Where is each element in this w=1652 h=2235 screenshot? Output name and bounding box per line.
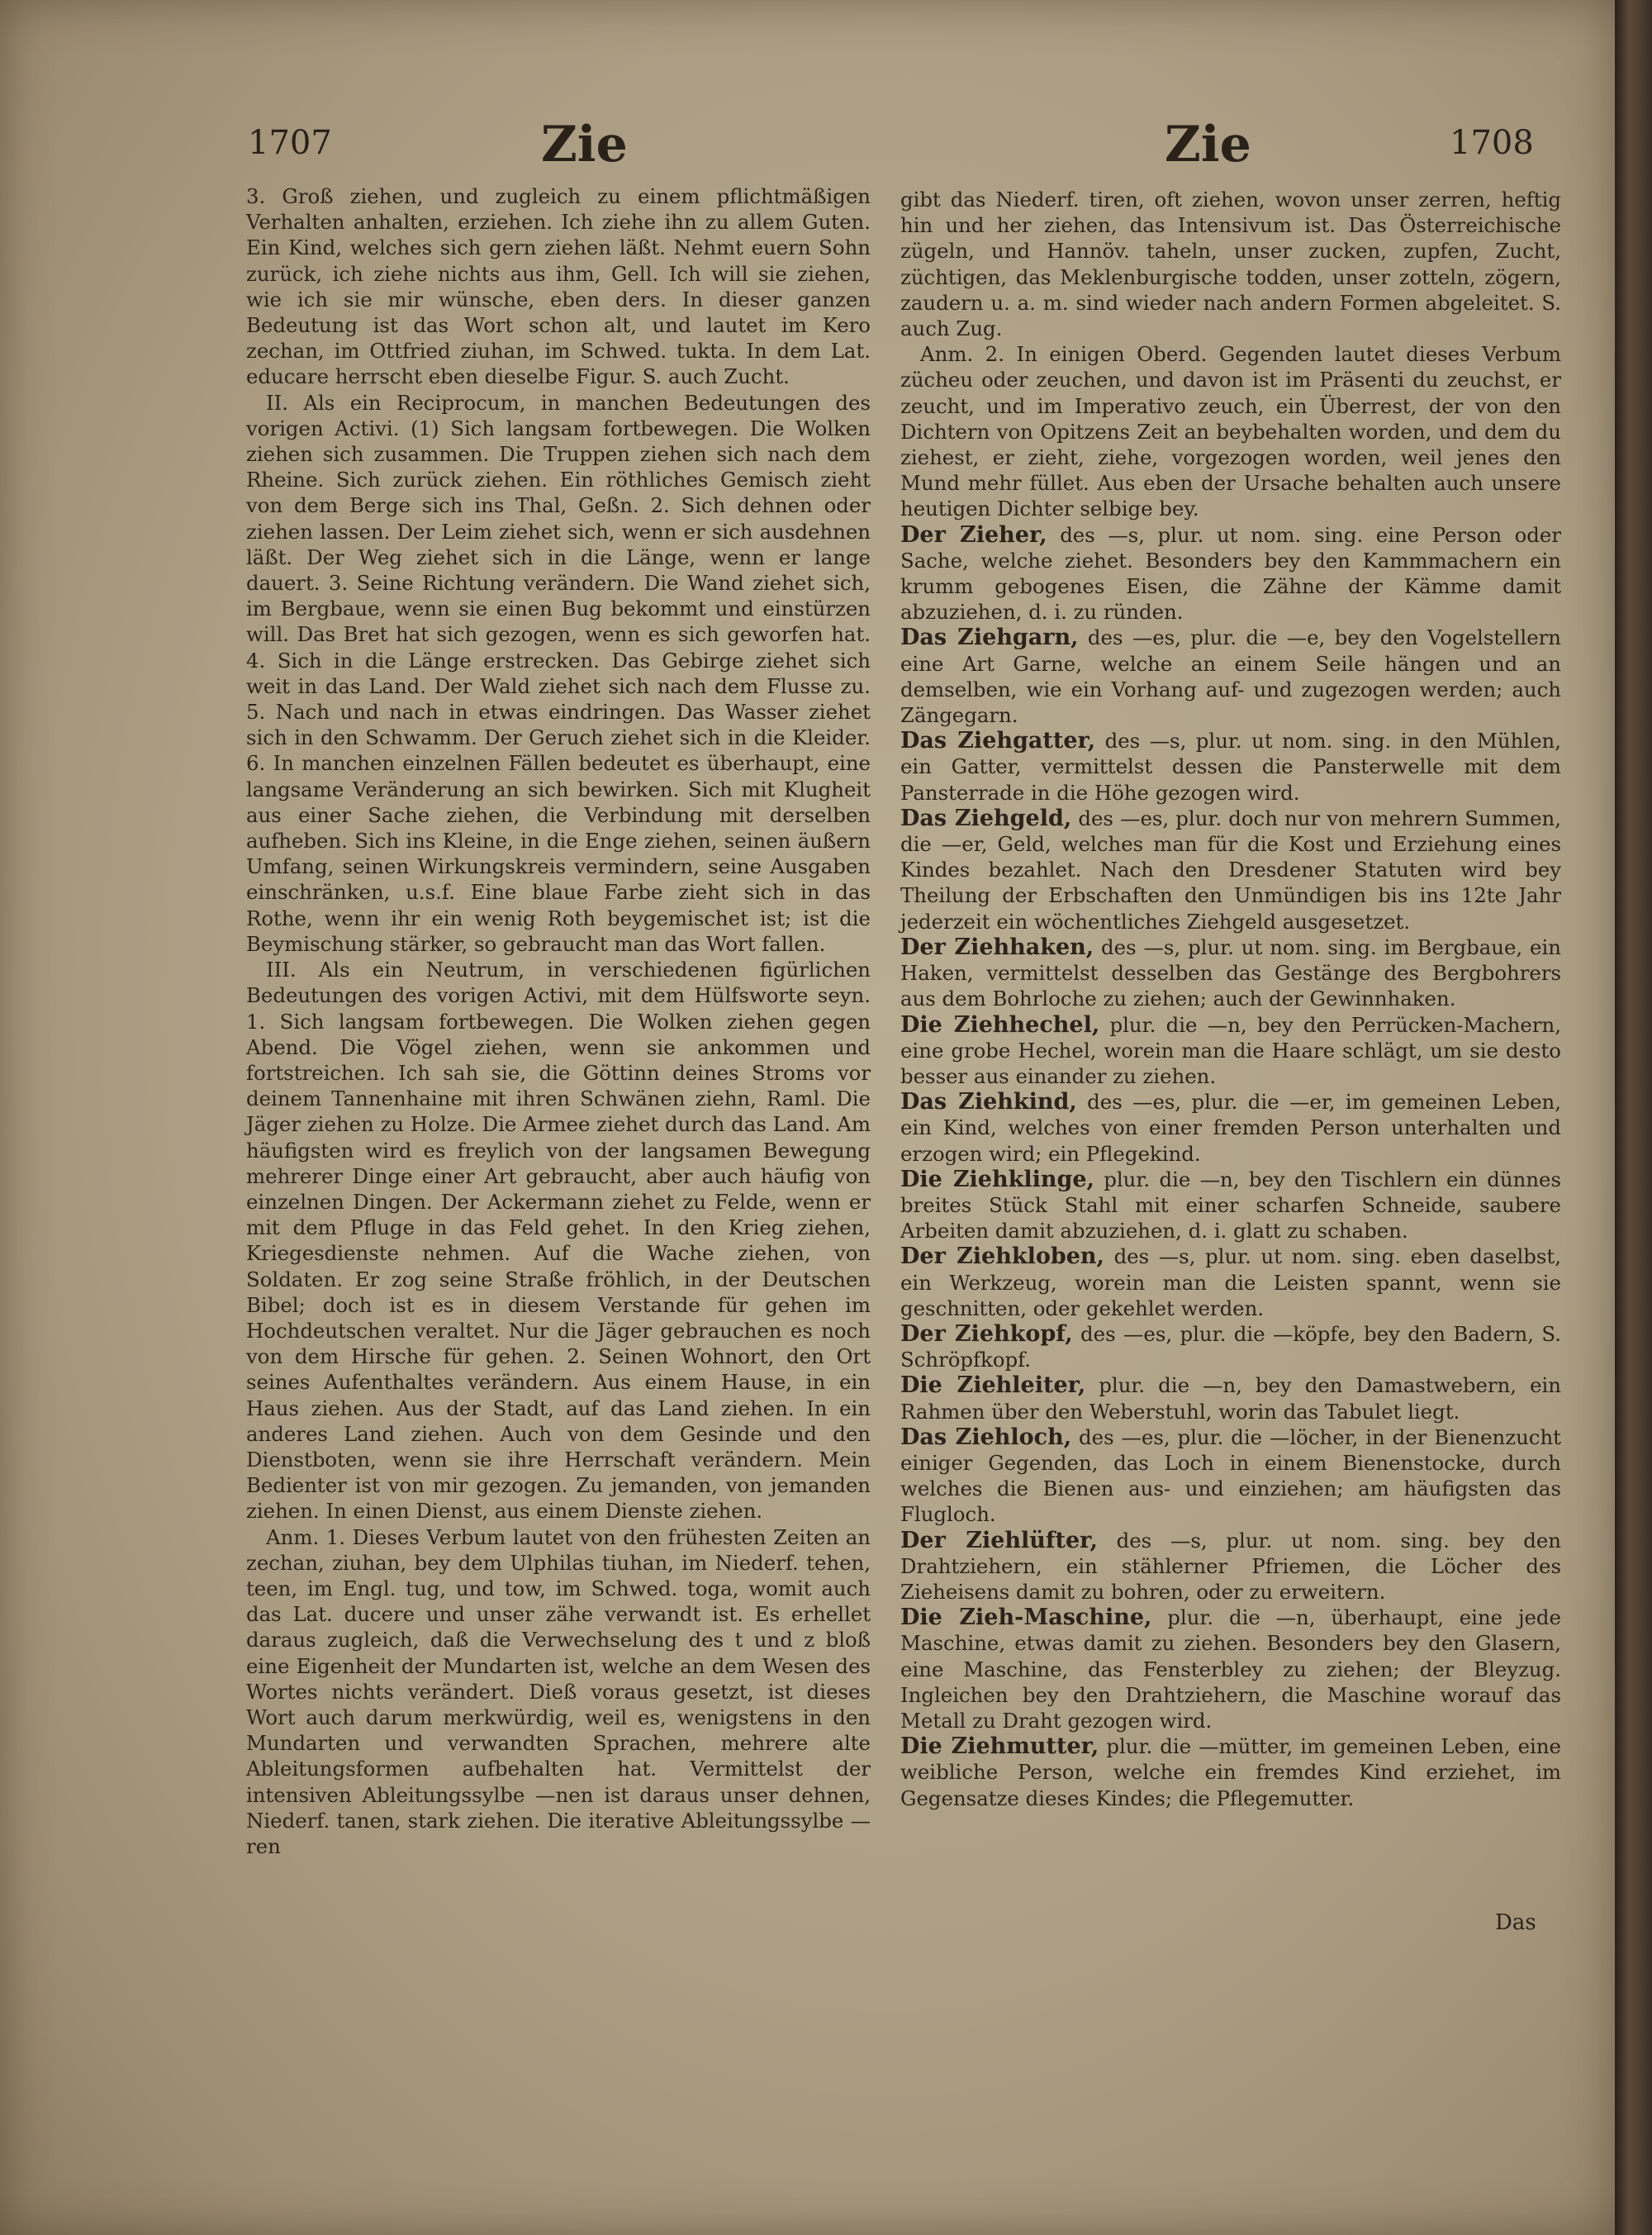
dictionary-entry bbox=[900, 1424, 1561, 1528]
paragraph: III. Als ein Neutrum, in verschiedenen figürlichen Bedeutungen des vorigen Activi, mit dem Hülfsworte seyn. 1. Sich langsam fortbewegen. Die Wolken ziehen gegen Abend. Die Vögel ziehen, wenn sie ankommen und fortstreichen. Ich sah sie, die Göttinn deines Stroms vor deinem Tannenhaine mit ihren Schwänen ziehn, Raml. Die Jäger ziehen zu Holze. Die Armee ziehet durch das Land. Am häufigsten wird es freylich von der langsamen Bewegung mehrerer Dinge einer Art gebraucht, aber auch häufig von einzelnen Dingen. Der Ackermann ziehet zu Felde, wenn er mit dem Pfluge in das Feld gehet. In den Krieg ziehen, Kriegesdienste nehmen. Auf die Wache ziehen, von Soldaten. Er zog seine Straße fröhlich, in der Deutschen Bibel; doch ist es in diesem Verstande für gehen im Hochdeutschen veraltet. Nur die Jäger gebrauchen es noch von dem Hirsche für gehen. 2. Seinen Wohnort, den Ort seines Aufenthaltes verändern. Aus einem Hause, in ein Haus ziehen. Aus der Stadt, auf das Land ziehen. In ein anderes Land ziehen. Auch von dem Gesinde und den Dienstboten, wenn sie ihre Herrschaft verändern. Mein Bedienter ist von mir gezogen. Zu jemanden, von jemanden ziehen. In einen Dienst, aus einem Dienste ziehen. bbox=[246, 958, 871, 1524]
entry-definition: des —es, plur. die —köpfe, bey den Badern, S. Schröpfkopf. bbox=[900, 1321, 1561, 1372]
dictionary-entry bbox=[900, 1605, 1561, 1733]
entry-headword: Das Ziehgarn, bbox=[900, 625, 1079, 651]
entry-definition: des —s, plur. ut nom. sing. im Bergbaue, ein Haken, vermittelst desselben das Gestänge des Bergbohrers aus dem Bohrloche zu ziehen; auch der Gewinnhaken. bbox=[900, 934, 1561, 1011]
dictionary-entry bbox=[900, 806, 1561, 934]
entry-headword: Das Ziehloch, bbox=[900, 1424, 1072, 1450]
entry-headword: Die Zieh-Maschine, bbox=[900, 1605, 1152, 1631]
entry-definition: plur. die —n, überhaupt, eine jede Maschine, etwas damit zu ziehen. Besonders bey den Glasern, eine Maschine, das Fensterbley zu ziehen; der Bleyzug. Ingleichen bey den Drahtziehern, die Maschine worauf das Metall zu Draht gezogen wird. bbox=[900, 1605, 1561, 1733]
paragraph: II. Als ein Reciprocum, in manchen Bedeutungen des vorigen Activi. (1) Sich langsam fortbewegen. Die Wolken ziehen sich zusammen. Die Truppen ziehen sich nach dem Rheine. Sich zurück ziehen. Ein röthliches Gemisch zieht von dem Berge sich ins Thal, Geßn. 2. Sich dehnen oder ziehen lassen. Der Leim ziehet sich, wenn er sich ausdehnen läßt. Der Weg ziehet sich in die Länge, wenn er lange dauert. 3. Seine Richtung verändern. Die Wand ziehet sich, im Bergbaue, wenn sie einen Bug bekommt und einstürzen will. Das Bret hat sich gezogen, wenn es sich geworfen hat. 4. Sich in die Länge erstrecken. Das Gebirge ziehet sich weit in das Land. Der Wald ziehet sich nach dem Flusse zu. 5. Nach und nach in etwas eindringen. Das Wasser ziehet sich in den Schwamm. Der Geruch ziehet sich in die Kleider. 6. In manchen einzelnen Fällen bedeutet es überhaupt, eine langsame Veränderung an sich bewirken. Sich mit Klugheit aus einer Sache ziehen, die Verbindung mit derselben aufheben. Sich ins Kleine, in die Enge ziehen, seinen äußern Umfang, seinen Wirkungskreis vermindern, seine Ausgaben einschränken, u.s.f. Eine blaue Farbe zieht sich in das Rothe, wenn ihr ein wenig Roth beygemischet ist; ist die Beymischung stärker, so gebraucht man das Wort fallen. bbox=[246, 390, 871, 956]
running-head-left: Zie bbox=[541, 116, 628, 174]
entry-headword: Das Ziehkind, bbox=[900, 1089, 1077, 1115]
page-number-right: 1708 bbox=[1450, 124, 1534, 162]
dictionary-entry bbox=[900, 934, 1561, 1012]
entry-definition: des —es, plur. die —löcher, in der Bienenzucht einiger Gegenden, das Loch in einem Bienenstocke, durch welches die Bienen aus- und einziehen; am häufigsten das Flugloch. bbox=[900, 1424, 1561, 1527]
right-column bbox=[900, 187, 1561, 1811]
entry-definition: des —es, plur. die —er, im gemeinen Leben, ein Kind, welches von einer fremden Person unterhalten und erzogen wird; ein Pflegekind. bbox=[900, 1090, 1561, 1166]
paragraph: Anm. 1. Dieses Verbum lautet von den frühesten Zeiten an zechan, ziuhan, bey dem Ulphilas tiuhan, im Niederf. tehen, teen, im Engl. tug, und tow, im Schwed. toga, womit auch das Lat. ducere und unser zähe verwandt ist. Es erhellet daraus zugleich, daß die Verwechselung des t und z bloß eine Eigenheit der Mundarten ist, welche an dem Wesen des Wortes nichts verändert. Dieß voraus gesetzt, ist dieses Wort auch darum merkwürdig, weil es, wenigstens in den Mundarten und verwandten Sprachen, mehrere alte Ableitungsformen aufbehalten hat. Vermittelst der intensiven Ableitungssylbe —nen ist daraus unser dehnen, Niederf. tanen, stark ziehen. Die iterative Ableitungssylbe —ren bbox=[246, 1524, 871, 1858]
catchword: Das bbox=[1495, 1910, 1536, 1935]
entry-headword: Die Ziehleiter, bbox=[900, 1372, 1086, 1399]
dictionary-entry bbox=[900, 522, 1561, 625]
entry-definition: des —s, plur. ut nom. sing. bey den Drahtziehern, ein stählerner Pfriemen, die Löcher des Zieheisens damit zu bohren, oder zu erweitern. bbox=[900, 1528, 1561, 1604]
dictionary-entry bbox=[900, 1321, 1561, 1372]
entry-headword: Der Ziehkopf, bbox=[900, 1320, 1073, 1347]
dictionary-entry bbox=[900, 1244, 1561, 1321]
dictionary-entry bbox=[900, 1012, 1561, 1090]
entry-definition: plur. die —n, bey den Tischlern ein dünnes breites Stück Stahl mit einer scharfen Schneide, saubere Arbeiten damit abzuziehen, d. i. glatt zu schaben. bbox=[900, 1167, 1561, 1244]
dictionary-entries bbox=[900, 522, 1561, 1811]
entry-headword: Die Ziehhechel, bbox=[900, 1011, 1100, 1038]
dictionary-entry bbox=[900, 1089, 1561, 1167]
entry-headword: Der Ziehkloben, bbox=[900, 1244, 1104, 1270]
entry-definition: plur. die —mütter, im gemeinen Leben, eine weibliche Person, welche ein fremdes Kind erziehet, im Gegensatze dieses Kindes; die Pflegemutter. bbox=[900, 1734, 1561, 1810]
entry-headword: Der Ziehhaken, bbox=[900, 934, 1094, 960]
running-head-right: Zie bbox=[1165, 116, 1251, 174]
entry-headword: Der Zieher, bbox=[900, 521, 1047, 548]
entry-headword: Die Ziehklinge, bbox=[900, 1166, 1094, 1192]
entry-definition: des —s, plur. ut nom. sing. eine Person oder Sache, welche ziehet. Besonders bey den Kammmachern ein krumm gebogenes Eisen, die Zähne der Kämme damit abzuziehen, d. i. zu ründen. bbox=[900, 522, 1561, 625]
dictionary-entry bbox=[900, 1167, 1561, 1244]
entry-headword: Das Ziehgeld, bbox=[900, 805, 1072, 831]
paragraph: gibt das Niederf. tiren, oft ziehen, wovon unser zerren, heftig hin und her ziehen, das Intensivum ist. Das Österreichische zügeln, und Hannöv. taheln, unser zucken, zupfen, Zucht, züchtigen, das Meklenburgische todden, unser zotteln, zögern, zaudern u. a. m. sind wieder nach andern Formen abgeleitet. S. auch Zug. bbox=[900, 188, 1561, 341]
entry-headword: Das Ziehgatter, bbox=[900, 728, 1096, 754]
left-column bbox=[246, 183, 871, 1859]
paragraph: Anm. 2. In einigen Oberd. Gegenden lautet dieses Verbum zücheu oder zeuchen, und davon ist im Präsenti du zeuchst, er zeucht, und im Imperativo zeuch, ein Überrest, der von den Dichtern von Opitzens Zeit an beybehalten worden, und dem du ziehest, er zieht, ziehe, vorgezogen worden, weil jenes den Mund mehr füllet. Aus eben der Ursache behalten auch unsere heutigen Dichter selbige bey. bbox=[900, 342, 1561, 521]
page-number-left: 1707 bbox=[248, 124, 332, 162]
entry-definition: des —s, plur. ut nom. sing. eben daselbst, ein Werkzeug, worein man die Leisten spannt, wenn sie geschnitten, oder gekehlet werden. bbox=[900, 1244, 1561, 1320]
dictionary-entry bbox=[900, 1528, 1561, 1605]
entry-headword: Die Ziehmutter, bbox=[900, 1733, 1099, 1760]
entry-definition: plur. die —n, bey den Perrücken-Machern, eine grobe Hechel, worein man die Haare schlägt, um sie desto besser aus einander zu ziehen. bbox=[900, 1012, 1561, 1088]
dictionary-entry bbox=[900, 625, 1561, 728]
entry-definition: des —s, plur. ut nom. sing. in den Mühlen, ein Gatter, vermittelst dessen die Pansterwelle mit dem Pansterrade in die Höhe gezogen wird. bbox=[900, 729, 1561, 805]
entry-definition: plur. die —n, bey den Damastwebern, ein Rahmen über den Weberstuhl, worin das Tabulet liegt. bbox=[900, 1373, 1562, 1424]
entry-definition: des —es, plur. die —e, bey den Vogelstellern eine Art Garne, welche an einem Seile hängen und an demselben, wie ein Vorhang auf- und zugezogen werden; auch Zängegarn. bbox=[900, 625, 1561, 728]
dictionary-entry bbox=[900, 1372, 1561, 1424]
dictionary-entry bbox=[900, 1733, 1561, 1811]
paragraph: 3. Groß ziehen, und zugleich zu einem pflichtmäßigen Verhalten anhalten, erziehen. Ich ziehe ihn zu allem Guten. Ein Kind, welches sich gern ziehen läßt. Nehmt euern Sohn zurück, ich ziehe nichts aus ihm, Gell. Ich will sie ziehen, wie ich sie mir wünsche, eben ders. In dieser ganzen Bedeutung ist das Wort schon alt, und lautet im Kero zechan, im Ottfried ziuhan, im Schwed. tukta. In dem Lat. educare herrscht eben dieselbe Figur. S. auch Zucht. bbox=[246, 184, 871, 389]
book-gutter-edge bbox=[1615, 0, 1652, 2235]
entry-headword: Der Ziehlüfter, bbox=[900, 1527, 1098, 1553]
dictionary-entry bbox=[900, 728, 1561, 806]
entry-definition: des —es, plur. doch nur von mehrern Summen, die —er, Geld, welches man für die Kost und Erziehung eines Kindes bezahlet. Nach den Dresdener Statuten wird bey Theilung der Erbschaften den Unmündigen bis ins 12te Jahr jederzeit ein wöchentliches Ziehgeld ausgesetzet. bbox=[900, 806, 1561, 934]
